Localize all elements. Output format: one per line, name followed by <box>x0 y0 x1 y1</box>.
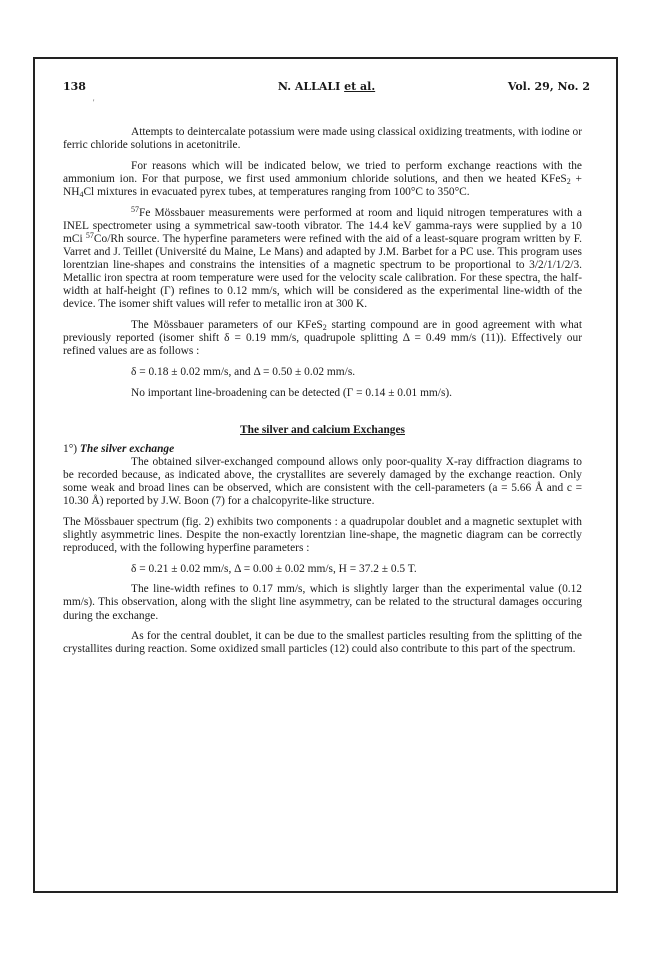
equation-refined-values: δ = 0.18 ± 0.02 mm/s, and Δ = 0.50 ± 0.02 mm/s. <box>131 365 356 378</box>
paragraph-mossbauer-spectrum: The Mössbauer spectrum (fig. 2) exhibits two components : a quadrupolar doublet and a magnetic sextuplet with slightly asymmetric lines. Despite the non-exactly lorentzian line-shape, the magnetic diagram can be correctly reproduced, with the following hyperfine parameters : <box>63 515 582 554</box>
subsection-heading <box>63 443 582 456</box>
authors-etal: et al. <box>344 80 376 93</box>
subsection-number: 1°) <box>63 442 80 455</box>
paragraph-starting-compound: The Mössbauer parameters of our KFeS$_2$ starting compound are in good agreement with what previously reported (isomer shift δ = 0.19 mm/s, quadrupole splitting Δ = 0.49 mm/s (11)). Effectively our refined values are as follows : <box>63 319 582 358</box>
page-number: 138 <box>63 80 86 93</box>
paragraph-mossbauer-method: $^{57}$Fe Mössbauer measurements were performed at room and liquid nitrogen temperatures with a INEL spectrometer using a symmetrical saw-tooth vibrator. The 14.4 keV gamma-rays were supplied by a 10 mCi $^{57}$Co/Rh source. The hyperfine parameters were refined with the aid of a least-square program written by F. Varret and J. Teillet (Université du Maine, Le Mans) and adapted by J.M. Barbet for a PC use. This program uses lorentzian line-shapes and constrains the intensities of a magnetic spectrum to be proportional to 3/2/1/1/2/3. Metallic iron spectra at room temperature were used for the velocity scale calibration. For these spectra, the half-width at half-height (Γ) refines to 0.12 mm/s, which will be considered as the experimental line-width of the device. The isomer shift values will refer to metallic iron at 300 K. <box>63 204 582 311</box>
equation-hyperfine-parameters: δ = 0.21 ± 0.02 mm/s, Δ = 0.00 ± 0.02 mm/s, H = 37.2 ± 0.5 T. <box>131 562 417 575</box>
margin-mark: ' <box>93 98 95 107</box>
paragraph-line-broadening: No important line-broadening can be detected (Γ = 0.14 ± 0.01 mm/s). <box>131 386 453 399</box>
article-body <box>63 126 582 664</box>
paragraph-line-width: The line-width refines to 0.17 mm/s, which is slightly larger than the experimental value (0.12 mm/s). This observation, along with the slight line asymmetry, can be related to the structural damages occuring during the exchange. <box>63 583 582 622</box>
volume-issue: Vol. 29, No. 2 <box>507 80 590 93</box>
paragraph-xray-diffraction: The obtained silver-exchanged compound allows only poor-quality X-ray diffraction diagrams to be recorded because, as indicated above, the crystallites are severely damaged by the exchange reaction. Only some weak and broad lines can be observed, which are consistent with the cell-parameters (a = 5.66 Å and c = 10.30 Å) reported by J.W. Boon (7) for a chalcopyrite-like structure. <box>63 455 582 508</box>
paragraph-central-doublet: As for the central doublet, it can be due to the smallest particles resulting from the splitting of the crystallites during reaction. Some oxidized small particles (12) could also contribute to this part of the spectrum. <box>63 630 582 656</box>
running-header <box>63 80 590 96</box>
paragraph-ammonium-exchange: For reasons which will be indicated below, we tried to perform exchange reactions with the ammonium ion. For that purpose, we first used ammonium chloride solutions, and then we heated KFeS$_2$ + $NH_4Cl$ mixtures in evacuated pyrex tubes, at temperatures ranging from 100°C to 350°C. <box>63 159 582 199</box>
authors-main: N. ALLALI <box>277 80 345 93</box>
subsection-title: The silver exchange <box>79 442 175 455</box>
section-title: The silver and calcium Exchanges <box>240 423 405 436</box>
paragraph-deintercalation: Attempts to deintercalate potassium were made using classical oxidizing treatments, with iodine or ferric chloride solutions in acetonitrile. <box>63 126 582 152</box>
